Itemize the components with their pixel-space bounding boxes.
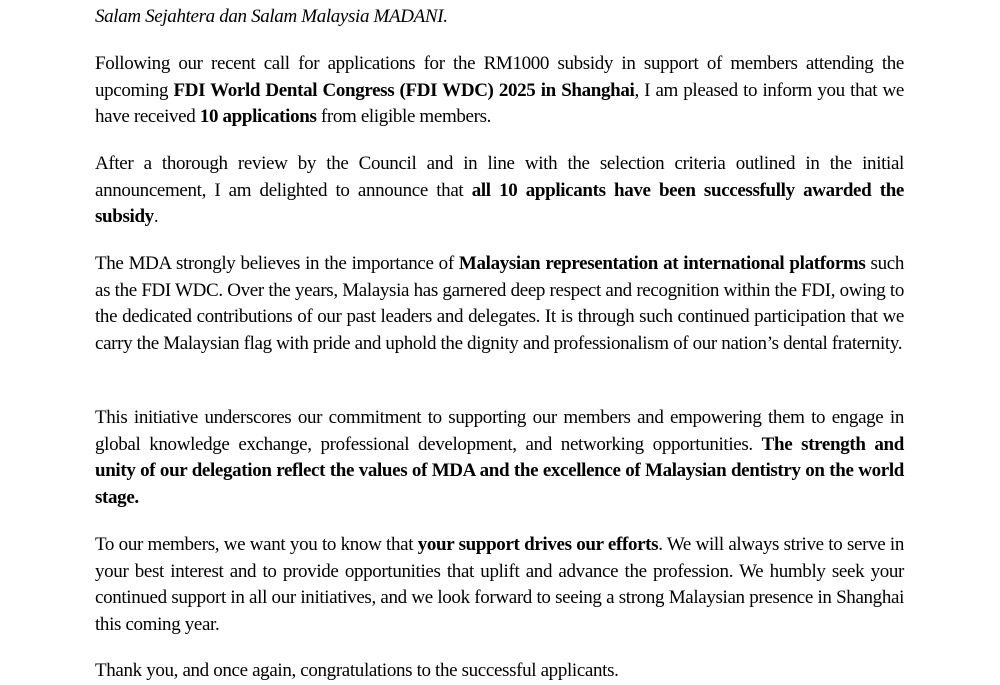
bold-representation: Malaysian representation at international platforms xyxy=(458,253,866,274)
text-segment: such as the FDI WDC. Over the years, Malaysia has garnered deep respect and recognition within the FDI, owing to the dedicated contributions of our past leaders and delegates. It is through such continued participation that we carry the Malaysian flag with pride and uphold the dignity and professionalism of our nation’s dental fraternity. xyxy=(95,253,904,355)
paragraph-representation xyxy=(95,251,904,358)
bold-application-count: 10 applications xyxy=(199,106,317,128)
text-segment: , I am pleased to inform you that we have received xyxy=(95,79,904,128)
text-segment: This initiative underscores our commitment to supporting our members and empowering them to engage in global knowledge exchange, professional development, and networking opportunities. xyxy=(95,407,904,455)
text-segment: Thank you, and once again, congratulations to the successful applicants. xyxy=(95,660,619,681)
text-segment: . xyxy=(153,206,159,228)
paragraph-closing xyxy=(95,658,904,685)
bold-event-name: FDI World Dental Congress (FDI WDC) 2025 in Shanghai xyxy=(173,79,635,101)
text-segment: After a thorough review by the Council and in line with the selection criteria outlined in the initial announcement, I am delighted to announce that xyxy=(95,153,904,201)
text-segment: The MDA strongly believes in the importance of xyxy=(95,253,459,274)
paragraph-member-support xyxy=(95,532,904,639)
text-segment: from eligible members. xyxy=(316,106,492,128)
bold-support-statement: your support drives our efforts xyxy=(417,534,659,555)
salutation: Salam Sejahtera dan Salam Malaysia MADANI. xyxy=(95,6,448,27)
bold-delegation-statement: The strength and unity of our delegation reflect the values of MDA and the excellence of Malaysian dentistry on the world stage. xyxy=(95,433,904,509)
bold-award-statement: all 10 applicants have been successfully awarded the subsidy xyxy=(95,179,904,228)
paragraph-applications-received xyxy=(95,51,904,131)
paragraph-award-announcement xyxy=(95,151,904,231)
text-segment: . We will always strive to serve in your best interest and to provide opportunities that uplift and advance the profession. We humbly seek your continued support in all our initiatives, and we look forward to seeing a strong Malaysian presence in Shanghai this coming year. xyxy=(95,534,904,636)
text-segment: To our members, we want you to know that xyxy=(95,534,418,555)
paragraph-initiative xyxy=(95,405,904,512)
text-segment: Following our recent call for applications for the RM1000 subsidy in support of members attending the upcoming xyxy=(95,53,904,101)
